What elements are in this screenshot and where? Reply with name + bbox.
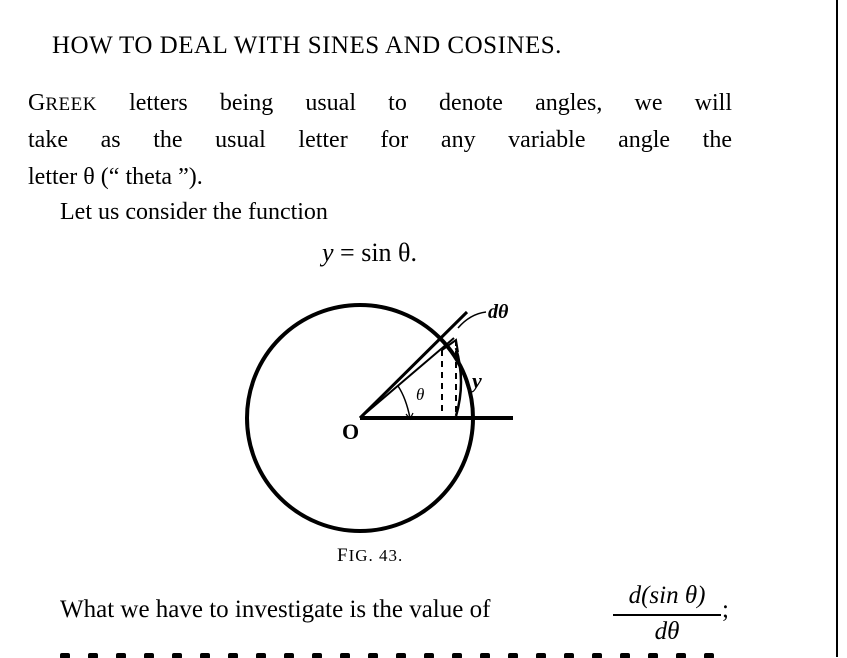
bottom-sentence: What we have to investigate is the value of xyxy=(60,596,491,623)
paragraph-line-1 xyxy=(28,90,732,117)
smallcaps-word: REEK xyxy=(45,94,97,115)
fraction-numerator: d(sin θ) xyxy=(628,582,706,609)
radius-line xyxy=(360,312,467,418)
figure-43-diagram xyxy=(230,290,530,540)
equation-lhs: y xyxy=(322,238,334,267)
page-edge-rule xyxy=(836,0,838,657)
origin-label: O xyxy=(342,419,360,444)
equation-rhs: = sin θ. xyxy=(333,238,418,267)
figure-caption xyxy=(337,545,403,567)
caption-first-letter: F xyxy=(337,545,349,566)
dtheta-arc xyxy=(458,312,486,328)
trailing-semicolon: ; xyxy=(722,596,729,623)
derivative-fraction xyxy=(613,582,721,646)
paragraph-2: Let us consider the function xyxy=(60,199,328,225)
caption-rest: IG. 43. xyxy=(348,546,404,565)
line-1-rest: letters being usual to denote angles, we will xyxy=(96,90,732,116)
drop-cap-letter: G xyxy=(28,90,46,116)
y-label: y xyxy=(472,368,482,393)
cut-off-text-line xyxy=(60,644,760,658)
fraction-bar xyxy=(613,614,721,616)
theta-arc xyxy=(398,386,410,418)
paragraph-line-3: letter θ (“ theta ”). xyxy=(28,164,203,190)
fraction-denominator: dθ xyxy=(654,618,680,645)
equation-y-sin-theta xyxy=(322,238,417,268)
paragraph-line-2: take as the usual letter for any variable angle the xyxy=(28,127,732,153)
dtheta-label: dθ xyxy=(488,301,509,323)
section-heading: HOW TO DEAL WITH SINES AND COSINES. xyxy=(52,32,562,59)
theta-label: θ xyxy=(416,385,425,404)
